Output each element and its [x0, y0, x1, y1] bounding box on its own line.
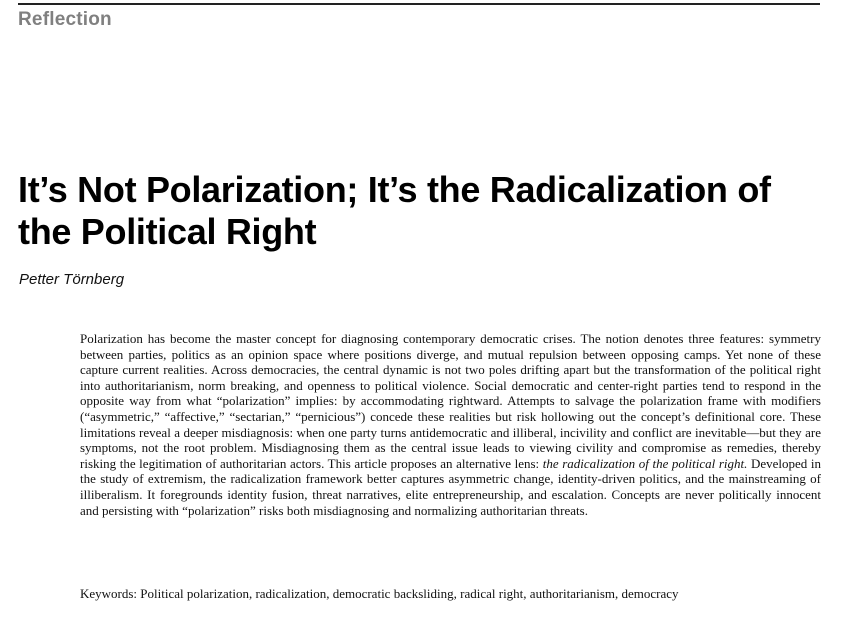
abstract	[80, 331, 821, 518]
author-name: Petter Törnberg	[19, 271, 125, 288]
keywords: Keywords: Political polarization, radicalization, democratic backsliding, radical right, authoritarianism, democracy	[80, 586, 679, 601]
abstract-text-part1: Polarization has become the master concept for diagnosing contemporary democratic crises. The notion denotes three features: symmetry between parties, politics as an opinion space where positions diverge, and mutual repulsion between opposing camps. Yet none of these capture current realities. Across democracies, the central dynamic is not two poles drifting apart but the transformation of the political right into authoritarianism, norm breaking, and openness to political violence. Social democratic and center-right parties tend to respond in the opposite way from what “polarization” implies: by accommodating rightward. Attempts to salvage the polarization frame with modifiers (“asymmetric,” “affective,” “sectarian,” “pernicious”) concede these realities but risk hollowing out the concept’s definitional core. These limitations reveal a deeper misdiagnosis: when one party turns antidemocratic and illiberal, incivility and conflict are inevitable—but they are symptoms, not the root problem. Misdiagnosing them as the central issue leads to viewing civility and compromise as remedies, thereby risking the legitimation of authoritarian actors. This article proposes an alternative lens:	[80, 331, 821, 471]
abstract-emphasis: the radicalization of the political right.	[542, 455, 748, 471]
abstract-text-part2: Developed in the study of extremism, the radicalization framework better captures asymmetric change, identity-driven politics, and the mainstreaming of illiberalism. It foregrounds identity fusion, threat narratives, elite entrepreneurship, and escalation. Concepts are never politically innocent and persisting with “polarization” risks both misdiagnosing and normalizing authoritarian threats.	[80, 455, 821, 518]
top-rule	[18, 3, 820, 5]
article-title: It’s Not Polarization; It’s the Radicalization of the Political Right	[18, 169, 771, 252]
section-label: Reflection	[18, 9, 112, 30]
